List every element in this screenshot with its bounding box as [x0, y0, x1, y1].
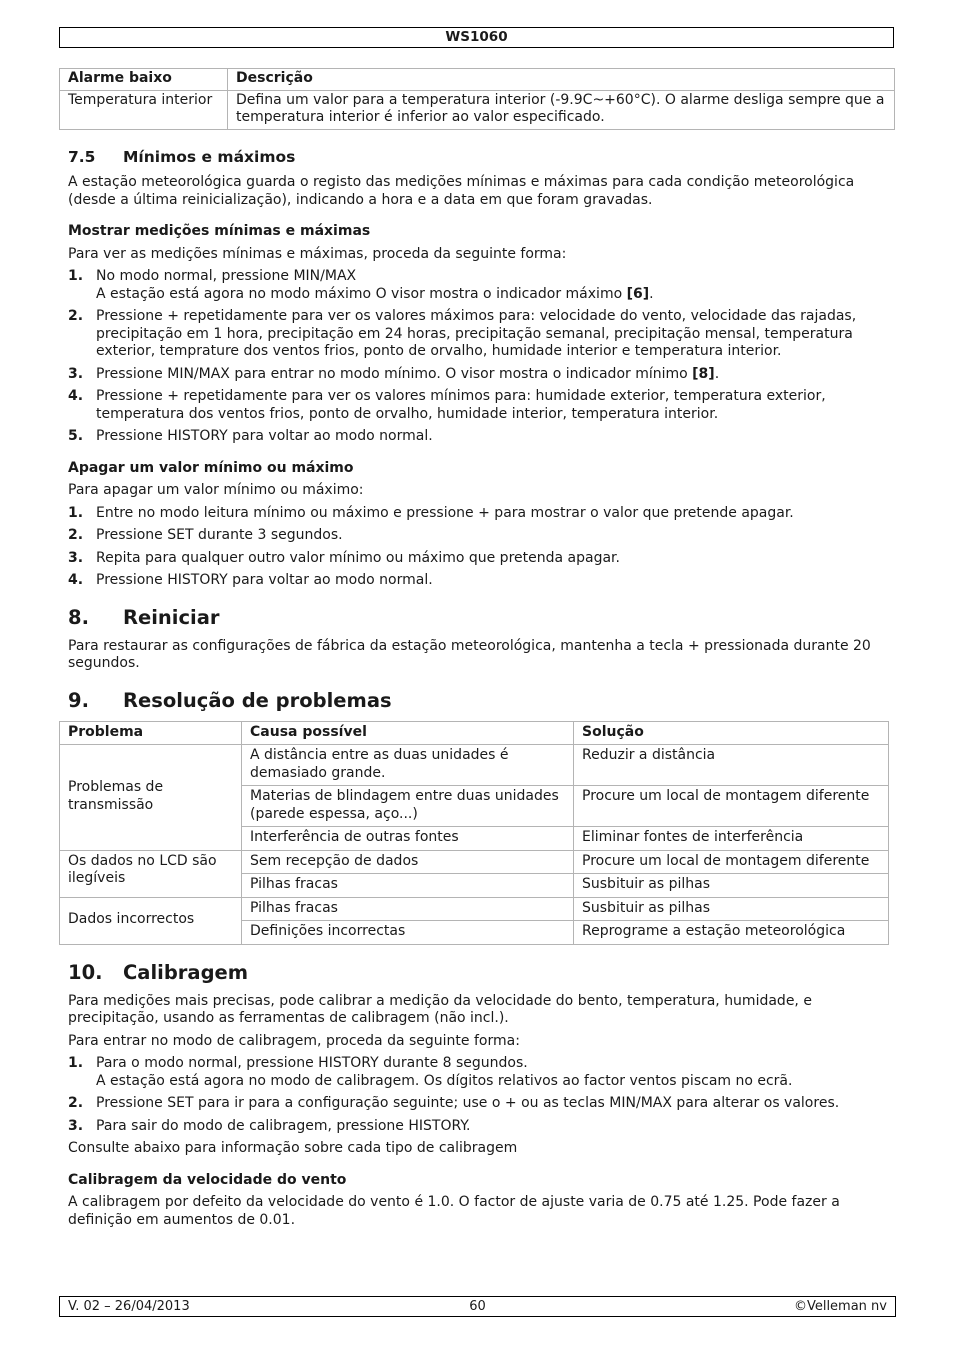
section-title: Reiniciar — [123, 605, 220, 629]
solution-cell: Susbituir as pilhas — [574, 897, 889, 921]
step-text: Pressione SET para ir para a configuração seguinte; use o + ou as teclas MIN/MAX para alterar os valores. — [96, 1095, 840, 1111]
header-title: WS1060 — [445, 29, 508, 45]
list-item — [68, 550, 895, 568]
steps-list — [68, 1055, 895, 1135]
punctuation: . — [649, 285, 654, 302]
table-header-row — [60, 69, 895, 91]
section-number: 9. — [68, 688, 89, 712]
subheading: Apagar um valor mínimo ou máximo — [68, 459, 354, 476]
step-text: Repita para qualquer outro valor mínimo ou máximo que pretenda apagar. — [96, 549, 620, 566]
alarm-table — [59, 68, 895, 130]
step-number: 4. — [68, 572, 84, 588]
cause-cell: A distância entre as duas unidades é demasiado grande. — [242, 745, 574, 786]
subheading: Calibragem da velocidade do vento — [68, 1171, 347, 1188]
step-number: 1. — [68, 268, 84, 284]
step-text: Pressione + repetidamente para ver os valores máximos para: velocidade do vento, velocidade das rajadas, precipitação em 1 hora, precipitação em 24 horas, precipitação semanal, precipitação mensal, temperatura exterior, temprature dos ventos frios, ponto de orvalho, humidade interior e temperatura interior. — [96, 308, 857, 359]
step-number: 2. — [68, 1095, 84, 1111]
footer-version: V. 02 – 26/04/2013 — [68, 1299, 190, 1314]
problem-cell: Problemas de transmissão — [60, 745, 242, 851]
solution-cell: Procure um local de montagem diferente — [574, 786, 889, 827]
section-heading-9 — [68, 689, 895, 713]
step-line: A estação está agora no modo máximo O visor mostra o indicador máximo — [96, 285, 627, 302]
table-header-cell: Causa possível — [242, 721, 574, 745]
list-item — [68, 1055, 895, 1090]
list-item — [68, 366, 895, 384]
section-number: 7.5 — [68, 147, 96, 166]
step-number: 3. — [68, 365, 84, 382]
page-content — [59, 68, 895, 1234]
section-title: Calibragem — [123, 960, 249, 984]
table-cell: Temperatura interior — [60, 90, 228, 129]
figure-reference: [6] — [626, 285, 650, 302]
problem-cell: Dados incorrectos — [60, 897, 242, 944]
section-number: 10. — [68, 960, 103, 984]
table-row — [60, 850, 889, 874]
table-header-row — [60, 721, 889, 745]
cause-cell: Materias de blindagem entre duas unidades (parede espessa, aço...) — [242, 786, 574, 827]
step-number: 5. — [68, 428, 84, 444]
step-text: Para sair do modo de calibragem, pressione HISTORY. — [96, 1117, 471, 1134]
solution-cell: Eliminar fontes de interferência — [574, 827, 889, 851]
step-number: 3. — [68, 1117, 84, 1134]
list-item — [68, 572, 895, 590]
list-item — [68, 388, 895, 423]
step-number: 2. — [68, 527, 84, 543]
cause-cell: Pilhas fracas — [242, 874, 574, 898]
table-cell: Defina um valor para a temperatura interior (-9.9C~+60°C). O alarme desliga sempre que a temperatura interior é inferior ao valor especificado. — [228, 90, 895, 129]
section-heading-10 — [68, 961, 895, 985]
step-text: Pressione HISTORY para voltar ao modo normal. — [96, 572, 433, 588]
solution-cell: Reduzir a distância — [574, 745, 889, 786]
step-number: 3. — [68, 549, 84, 566]
cause-cell: Definições incorrectas — [242, 921, 574, 945]
table-row — [60, 745, 889, 786]
document-footer — [59, 1296, 896, 1317]
step-line: No modo normal, pressione MIN/MAX — [96, 268, 357, 284]
section-number: 8. — [68, 605, 89, 629]
cause-cell: Pilhas fracas — [242, 897, 574, 921]
step-text — [96, 366, 895, 384]
step-number: 1. — [68, 1055, 84, 1071]
document-header — [59, 27, 894, 48]
punctuation: . — [714, 365, 720, 382]
step-number: 1. — [68, 504, 84, 521]
step-number: 4. — [68, 388, 84, 404]
section-title: Resolução de problemas — [123, 688, 392, 712]
figure-reference: [8] — [692, 365, 715, 382]
list-item — [68, 505, 895, 523]
list-item — [68, 1095, 895, 1113]
section-title: Mínimos e máximos — [123, 147, 296, 166]
step-line: Para o modo normal, pressione HISTORY durante 8 segundos. — [96, 1055, 528, 1071]
paragraph: Para apagar um valor mínimo ou máximo: — [68, 482, 364, 498]
cause-cell: Interferência de outras fontes — [242, 827, 574, 851]
paragraph: Para restaurar as configurações de fábrica da estação meteorológica, mantenha a tecla + pressionada durante 20 segundos. — [68, 637, 871, 671]
problem-cell: Os dados no LCD são ilegíveis — [60, 850, 242, 897]
table-header-cell: Problema — [60, 721, 242, 745]
step-text — [96, 268, 895, 303]
solution-cell: Susbituir as pilhas — [574, 874, 889, 898]
subheading: Mostrar medições mínimas e máximas — [68, 223, 371, 239]
paragraph: A estação meteorológica guarda o registo das medições mínimas e máximas para cada condição meteorológica (desde a última reinicialização), indicando a hora e a data em que foram gravadas. — [68, 174, 855, 208]
step-text: Pressione SET durante 3 segundos. — [96, 527, 343, 543]
troubleshooting-table — [59, 721, 889, 945]
step-number: 2. — [68, 308, 84, 324]
step-text: Pressione + repetidamente para ver os valores mínimos para: humidade exterior, temperatura exterior, temperatura dos ventos frios, ponto de orvalho, humidade interior, temperatura interior. — [96, 388, 826, 422]
paragraph: Para medições mais precisas, pode calibrar a medição da velocidade do bento, temperatura, humidade, e precipitação, usando as ferramentas de calibragem (não incl.). — [68, 992, 812, 1026]
footer-page-number: 60 — [469, 1299, 486, 1314]
cause-cell: Sem recepção de dados — [242, 850, 574, 874]
paragraph: Para entrar no modo de calibragem, proceda da seguinte forma: — [68, 1032, 520, 1049]
table-row — [60, 897, 889, 921]
step-text: Pressione HISTORY para voltar ao modo normal. — [96, 428, 433, 444]
table-header-cell: Alarme baixo — [60, 69, 228, 91]
steps-list — [68, 268, 895, 446]
solution-cell: Reprograme a estação meteorológica — [574, 921, 889, 945]
paragraph: Para ver as medições mínimas e máximas, proceda da seguinte forma: — [68, 245, 567, 262]
paragraph: A calibragem por defeito da velocidade do vento é 1.0. O factor de ajuste varia de 0.75 até 1.25. Pode fazer a definição em aumentos de 0.01. — [68, 1194, 840, 1228]
table-header-cell: Descrição — [228, 69, 895, 91]
paragraph: Consulte abaixo para informação sobre cada tipo de calibragem — [68, 1140, 518, 1156]
table-row — [60, 90, 895, 129]
step-text: Entre no modo leitura mínimo ou máximo e pressione + para mostrar o valor que pretende apagar. — [96, 504, 794, 521]
step-line: Pressione MIN/MAX para entrar no modo mínimo. O visor mostra o indicador mínimo — [96, 365, 693, 382]
table-header-cell: Solução — [574, 721, 889, 745]
list-item — [68, 308, 895, 361]
steps-list — [68, 505, 895, 590]
list-item — [68, 527, 895, 545]
list-item — [68, 428, 895, 446]
solution-cell: Procure um local de montagem diferente — [574, 850, 889, 874]
step-text — [96, 1055, 895, 1090]
section-heading-8 — [68, 606, 895, 630]
list-item — [68, 268, 895, 303]
list-item — [68, 1118, 895, 1136]
step-line: A estação está agora no modo de calibragem. Os dígitos relativos ao factor ventos piscam no ecrã. — [96, 1072, 793, 1089]
footer-brand: ©Velleman nv — [793, 1299, 887, 1314]
section-heading-7-5 — [68, 149, 895, 167]
